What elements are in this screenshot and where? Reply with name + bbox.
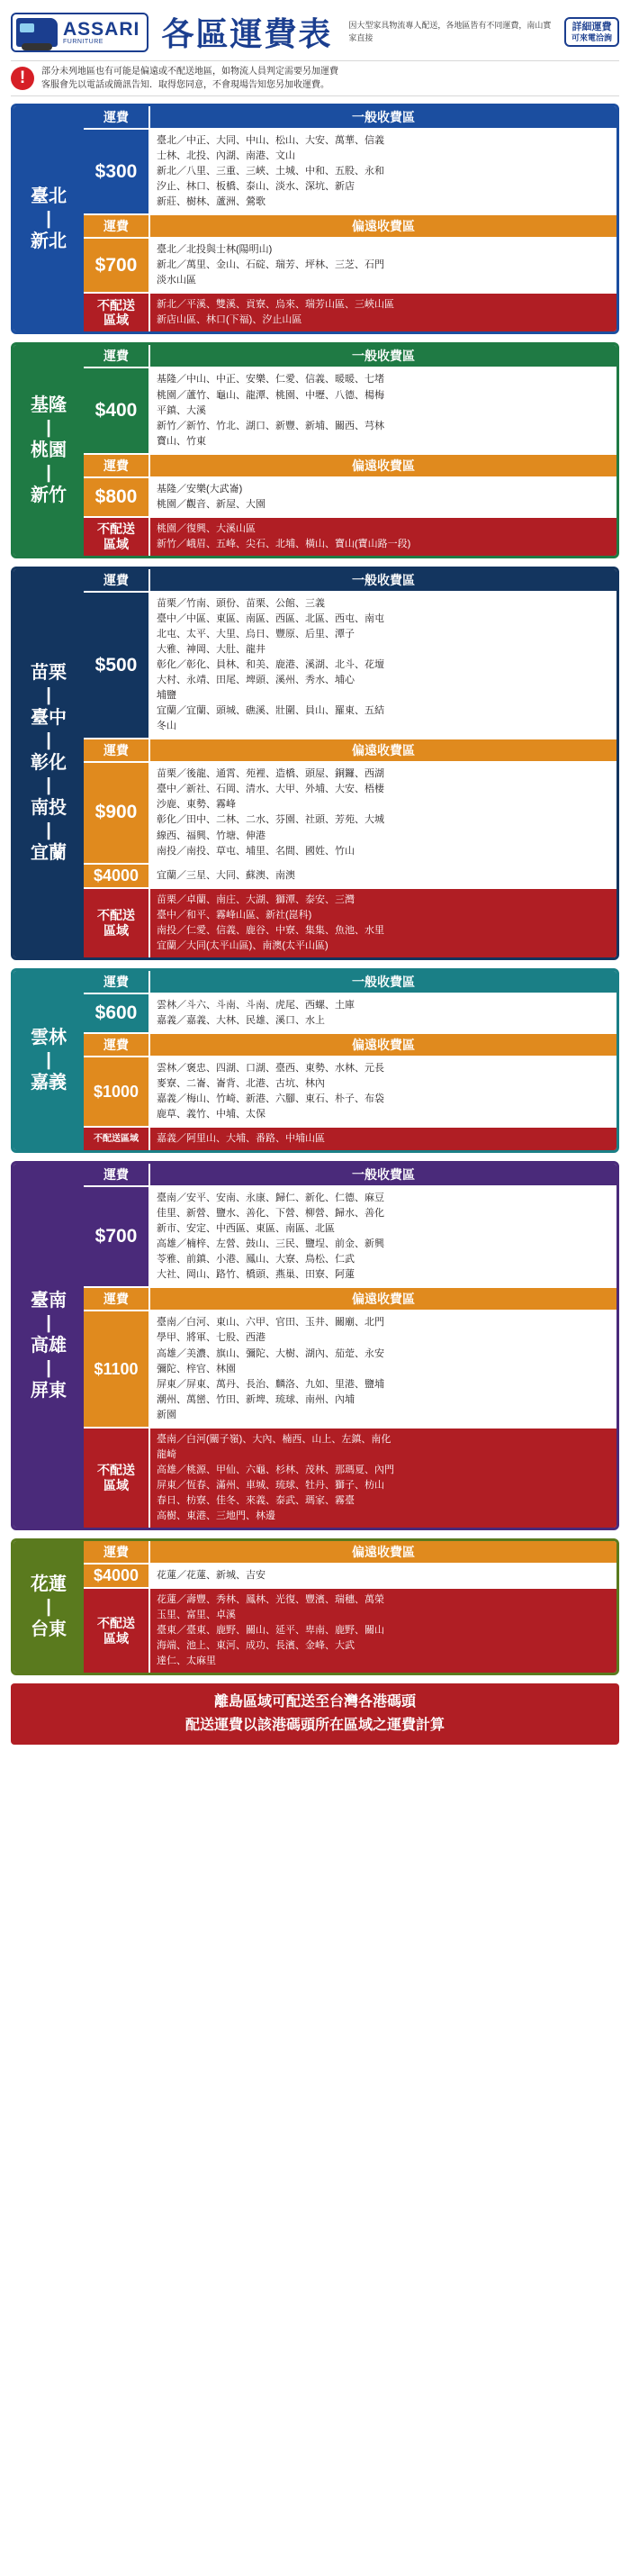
area-line: 臺東／臺東、鹿野、關山、延平、卑南、鹿野、關山 — [157, 1625, 384, 1637]
column-header-fee: 運費 — [84, 455, 150, 476]
remote-areas — [150, 1565, 616, 1587]
remote-fee-row — [84, 763, 616, 864]
page-title-note: 因大型家具物流專人配送，各地區皆有不同運費，南山實家直接 — [348, 21, 552, 42]
warning-line-1: 部分未列地區也有可能是偏遠或不配送地區，如物流人員判定需要另加運費 — [41, 67, 338, 77]
remote-areas — [150, 1057, 616, 1126]
fee-price: $4000 — [84, 865, 150, 887]
table-header-row — [84, 569, 616, 593]
area-line: 臺南／安平、安南、永康、歸仁、新化、仁德、麻豆 — [157, 1193, 384, 1204]
remote-areas — [150, 763, 616, 862]
no-delivery-areas — [150, 518, 616, 556]
table-header-row — [84, 345, 616, 368]
no-delivery-label — [84, 294, 150, 331]
area-line: 高雄／楠梓、左營、鼓山、三民、鹽埕、前金、新興 — [157, 1238, 384, 1250]
contact-badge[interactable] — [564, 17, 619, 48]
area-line: 苗栗／後龍、通霄、苑裡、造橋、頭屋、銅鑼、西湖 — [157, 768, 384, 780]
no-delivery-areas — [150, 1589, 616, 1673]
region-card — [11, 1161, 619, 1530]
area-line: 高雄／桃源、甲仙、六龜、杉林、茂林、那瑪夏、內門 — [157, 1464, 394, 1475]
brand-text — [63, 20, 140, 45]
area-line: 南投／南投、草屯、埔里、名間、國姓、竹山 — [157, 845, 355, 857]
region-name-line: 新北 — [31, 231, 67, 251]
delivery-truck-icon — [16, 18, 58, 47]
region-name — [14, 1541, 84, 1673]
column-header-fee: 運費 — [84, 739, 150, 761]
table-header-row — [84, 215, 616, 239]
area-line: 新北／八里、三重、三峽、土城、中和、五股、永和 — [157, 166, 384, 177]
column-header-zone: 一般收費區 — [150, 971, 616, 993]
area-line: 沙鹿、東勢、霧峰 — [157, 799, 236, 811]
no-delivery-label-line: 不配送區域 — [94, 1133, 139, 1144]
area-line: 宜蘭／大同(太平山區)、南澳(太平山區) — [157, 939, 328, 951]
region-name — [14, 345, 84, 555]
column-header-zone: 偏遠收費區 — [150, 1541, 616, 1563]
no-delivery-label-line: 不配送 — [97, 1615, 135, 1630]
region-name-line: 嘉義 — [31, 1072, 67, 1093]
no-delivery-label — [84, 518, 150, 556]
brand-logo — [11, 13, 148, 52]
column-header-zone: 偏遠收費區 — [150, 1034, 616, 1056]
area-line: 埔鹽 — [157, 690, 176, 702]
area-line: 平鎮、大溪 — [157, 404, 206, 416]
area-line: 潮州、萬巒、竹田、新埤、琉球、南州、內埔 — [157, 1393, 355, 1405]
no-delivery-areas — [150, 1128, 616, 1150]
region-name-line: | — [46, 820, 51, 840]
area-line: 大雅、神岡、大肚、龍井 — [157, 644, 266, 656]
region-body — [84, 1541, 616, 1673]
area-line: 新莊、樹林、蘆洲、鶯歌 — [157, 196, 266, 208]
area-line: 基隆／中山、中正、安樂、仁愛、信義、暖暖、七堵 — [157, 374, 384, 385]
region-name — [14, 1164, 84, 1528]
remote-areas — [150, 1311, 616, 1426]
region-name-line: | — [46, 685, 51, 705]
column-header-fee: 運費 — [84, 1164, 150, 1185]
column-header-zone: 一般收費區 — [150, 569, 616, 591]
table-header-row — [84, 106, 616, 130]
table-header-row — [84, 739, 616, 763]
area-line: 新店山區、林口(下福)、汐止山區 — [157, 314, 302, 326]
column-header-fee: 運費 — [84, 971, 150, 993]
region-name-line: 臺南 — [31, 1290, 67, 1311]
region-name-line: 新竹 — [31, 485, 67, 505]
footer-line-1: 離島區域可配送至台灣各港碼頭 — [213, 1694, 416, 1710]
region-name-line: 高雄 — [31, 1335, 67, 1356]
area-line: 臺北／北投與士林(陽明山) — [157, 244, 273, 256]
area-line: 雲林／斗六、斗南、斗南、虎尾、西螺、土庫 — [157, 999, 355, 1011]
page-header — [0, 0, 630, 59]
area-line: 麥寮、二崙、崙背、北港、古坑、林內 — [157, 1077, 325, 1089]
general-fee-row — [84, 994, 616, 1034]
area-line: 嘉義／嘉義、大林、民雄、溪口、水上 — [157, 1014, 325, 1026]
area-line: 新園 — [157, 1409, 176, 1420]
fee-price: $300 — [84, 130, 150, 213]
column-header-zone: 偏遠收費區 — [150, 215, 616, 237]
region-name — [14, 106, 84, 331]
area-line: 苗栗／卓蘭、南庄、大湖、獅潭、泰安、三灣 — [157, 893, 355, 905]
region-name-line: | — [46, 417, 51, 438]
column-header-zone: 一般收費區 — [150, 106, 616, 128]
area-line: 嘉義／阿里山、大埔、番路、中埔山區 — [157, 1133, 325, 1145]
area-line: 佳里、新營、鹽水、善化、下營、柳營、歸水、善化 — [157, 1208, 384, 1220]
fee-price: $1000 — [84, 1057, 150, 1126]
area-line: 玉里、富里、卓溪 — [157, 1610, 236, 1621]
column-header-fee: 運費 — [84, 215, 150, 237]
area-line: 大村、永靖、田尾、埤頭、溪州、秀水、埔心 — [157, 675, 355, 686]
area-line: 北屯、太平、大里、烏日、豐原、后里、潭子 — [157, 628, 355, 639]
column-header-fee: 運費 — [84, 1034, 150, 1056]
region-card — [11, 567, 619, 960]
general-fee-row — [84, 593, 616, 739]
area-line: 臺中／新社、石岡、清水、大甲、外埔、大安、梧棲 — [157, 784, 384, 795]
no-delivery-row — [84, 518, 616, 556]
no-delivery-label-line: 區域 — [104, 536, 129, 551]
column-header-fee: 運費 — [84, 569, 150, 591]
area-line: 新北／平溪、雙溪、貢寮、烏來、瑞芳山區、三峽山區 — [157, 299, 394, 311]
remote-fee-row — [84, 478, 616, 518]
general-areas — [150, 593, 616, 738]
remote-fee-row — [84, 239, 616, 294]
region-body — [84, 106, 616, 331]
area-line: 彌陀、梓官、林園 — [157, 1363, 236, 1374]
region-name-line: | — [46, 462, 51, 483]
fee-price: $900 — [84, 763, 150, 862]
column-header-fee: 運費 — [84, 345, 150, 367]
region-name-line: 臺中 — [31, 707, 67, 728]
no-delivery-row — [84, 1128, 616, 1150]
exclamation-icon: ! — [11, 67, 34, 90]
area-line: 桃園／蘆竹、龜山、龍潭、桃園、中壢、八德、楊梅 — [157, 389, 384, 401]
area-line: 學甲、將軍、七股、西港 — [157, 1332, 266, 1344]
area-line: 臺中／和平、霧峰山區、新社(崑科) — [157, 909, 312, 921]
page-title: 各區運費表 — [161, 15, 333, 52]
area-line: 基隆／安樂(大武崙) — [157, 483, 243, 494]
table-header-row — [84, 1034, 616, 1057]
no-delivery-row — [84, 889, 616, 957]
general-fee-row — [84, 130, 616, 215]
region-name — [14, 971, 84, 1150]
no-delivery-label-line: 區域 — [104, 922, 129, 938]
region-name-line: 台東 — [31, 1619, 67, 1639]
general-fee-row — [84, 1187, 616, 1288]
region-name-line: 宜蘭 — [31, 842, 67, 863]
table-header-row — [84, 1288, 616, 1311]
remote-areas — [150, 478, 616, 516]
area-line: 苗栗／竹南、頭份、苗栗、公館、三義 — [157, 597, 325, 609]
region-name-line: 彰化 — [31, 752, 67, 773]
region-name-line: | — [46, 1596, 51, 1617]
remote-fee-row — [84, 1311, 616, 1428]
no-delivery-label — [84, 1128, 150, 1150]
area-line: 嘉義／梅山、竹崎、新港、六腳、東石、朴子、布袋 — [157, 1093, 384, 1105]
area-line: 臺中／中區、東區、南區、西區、北區、西屯、南屯 — [157, 612, 384, 624]
column-header-fee: 運費 — [84, 1541, 150, 1563]
region-body — [84, 971, 616, 1150]
no-delivery-row — [84, 294, 616, 331]
region-name-line: | — [46, 1312, 51, 1333]
area-line: 線西、福興、竹塘、伸港 — [157, 830, 266, 841]
area-line: 鹿草、義竹、中埔、太保 — [157, 1109, 266, 1120]
no-delivery-label — [84, 1429, 150, 1528]
no-delivery-row — [84, 1429, 616, 1528]
contact-badge-line1: 詳細運費 — [572, 21, 612, 32]
region-name-line: 苗栗 — [31, 662, 67, 683]
no-delivery-label-line: 區域 — [104, 1630, 129, 1646]
region-body — [84, 345, 616, 555]
remote-fee-row — [84, 1057, 616, 1128]
fee-price: $500 — [84, 593, 150, 738]
column-header-fee: 運費 — [84, 1288, 150, 1310]
area-line: 桃園／觀音、新屋、大園 — [157, 498, 266, 510]
area-line: 淡水山區 — [157, 275, 196, 286]
area-line: 臺南／白河(關子嶺)、大內、楠西、山上、左鎮、南化 — [157, 1433, 392, 1445]
warning-text — [41, 65, 338, 92]
area-line: 彰化／田中、二林、二水、芬園、社頭、芳苑、大城 — [157, 814, 384, 826]
fee-price: $600 — [84, 994, 150, 1032]
general-fee-row — [84, 368, 616, 454]
region-card — [11, 104, 619, 334]
area-line: 桃園／復興、大溪山區 — [157, 522, 256, 534]
area-line: 冬山 — [157, 721, 176, 732]
region-name-line: 花蓮 — [31, 1574, 67, 1594]
region-name — [14, 569, 84, 957]
no-delivery-row — [84, 1589, 616, 1673]
region-body — [84, 569, 616, 957]
fee-price: $400 — [84, 368, 150, 452]
region-name-line: | — [46, 775, 51, 795]
no-delivery-label — [84, 889, 150, 957]
area-line: 新竹／新竹、竹北、湖口、新豐、新埔、關西、芎林 — [157, 420, 384, 431]
column-header-zone: 偏遠收費區 — [150, 1288, 616, 1310]
column-header-zone: 一般收費區 — [150, 345, 616, 367]
area-line: 花蓮／花蓮、新城、吉安 — [157, 1570, 266, 1582]
general-areas — [150, 130, 616, 213]
no-delivery-label-line: 區域 — [104, 313, 129, 328]
table-header-row — [84, 971, 616, 994]
no-delivery-label-line: 不配送 — [97, 297, 135, 313]
remote-fee-row — [84, 865, 616, 889]
region-name-line: 桃園 — [31, 440, 67, 460]
general-areas — [150, 368, 616, 452]
area-line: 屏東／屏東、萬丹、長治、麟洛、九如、里港、鹽埔 — [157, 1378, 384, 1390]
area-line: 春日、枋寮、佳冬、來義、泰武、瑪家、霧臺 — [157, 1494, 355, 1506]
area-line: 苓雅、前鎮、小港、鳳山、大寮、鳥松、仁武 — [157, 1254, 355, 1265]
fee-price: $700 — [84, 1187, 150, 1286]
region-name-line: 屏東 — [31, 1380, 67, 1401]
no-delivery-areas — [150, 1429, 616, 1528]
region-name-line: 基隆 — [31, 395, 67, 415]
region-name-line: 雲林 — [31, 1027, 67, 1048]
area-line: 雲林／褒忠、四湖、口湖、臺西、東勢、水林、元長 — [157, 1062, 384, 1074]
general-areas — [150, 1187, 616, 1286]
column-header-zone: 偏遠收費區 — [150, 739, 616, 761]
no-delivery-label-line: 不配送 — [97, 1463, 135, 1478]
area-line: 新市、安定、中西區、東區、南區、北區 — [157, 1223, 335, 1235]
no-delivery-label-line: 區域 — [104, 1477, 129, 1492]
area-line: 新北／萬里、金山、石碇、瑞芳、坪林、三芝、石門 — [157, 259, 384, 271]
area-line: 宜蘭／宜蘭、頭城、礁溪、壯圍、員山、羅東、五結 — [157, 705, 384, 717]
general-areas — [150, 994, 616, 1032]
warning-banner — [11, 60, 619, 96]
region-name-line: 臺北 — [31, 186, 67, 206]
area-line: 新竹／峨眉、五峰、尖石、北埔、橫山、寶山(寶山路一段) — [157, 538, 411, 549]
fee-price: $4000 — [84, 1565, 150, 1587]
area-line: 高雄／美濃、旗山、彌陀、大樹、湖內、茄萣、永安 — [157, 1347, 384, 1359]
remote-areas — [150, 865, 616, 887]
footer-note — [11, 1683, 619, 1744]
no-delivery-label-line: 不配送 — [97, 522, 135, 537]
contact-badge-line2: 可來電洽詢 — [571, 32, 612, 42]
area-line: 士林、北投、內湖、南港、文山 — [157, 150, 295, 162]
no-delivery-areas — [150, 889, 616, 957]
area-line: 臺北／中正、大同、中山、松山、大安、萬華、信義 — [157, 135, 384, 146]
area-line: 花蓮／壽豐、秀林、鳳林、光復、豐濱、瑞穗、萬榮 — [157, 1594, 384, 1606]
area-line: 龍崎 — [157, 1448, 176, 1460]
region-card — [11, 968, 619, 1153]
remote-areas — [150, 239, 616, 292]
region-name-line: 南投 — [31, 797, 67, 818]
table-header-row — [84, 1164, 616, 1187]
region-card — [11, 342, 619, 558]
remote-fee-row — [84, 1565, 616, 1589]
area-line: 高樹、東港、三地門、林邊 — [157, 1510, 275, 1521]
region-name-line: | — [46, 1049, 51, 1070]
area-line: 汐止、林口、板橋、泰山、淡水、深坑、新店 — [157, 181, 355, 193]
region-name-line: | — [46, 730, 51, 750]
region-list — [0, 104, 630, 1675]
column-header-zone: 偏遠收費區 — [150, 455, 616, 476]
brand-subtitle: FURNITURE — [63, 38, 104, 45]
area-line: 臺南／白河、東山、六甲、官田、玉井、關廟、北門 — [157, 1317, 384, 1329]
brand-name: ASSARI — [63, 18, 140, 40]
area-line: 海端、池上、東河、成功、長濱、金峰、大武 — [157, 1640, 355, 1652]
table-header-row — [84, 455, 616, 478]
region-name-line: | — [46, 208, 51, 229]
footer-line-2: 配送運費以該港碼頭所在區域之運費計算 — [184, 1717, 445, 1733]
region-card — [11, 1538, 619, 1675]
area-line: 南投／仁愛、信義、鹿谷、中寮、集集、魚池、水里 — [157, 924, 384, 936]
no-delivery-areas — [150, 294, 616, 331]
area-line: 大社、岡山、路竹、橋頭、燕巢、田寮、阿蓮 — [157, 1269, 355, 1281]
warning-line-2: 客服會先以電話或簡訊告知．取得您同意，不會現場告知您另加收運費。 — [41, 80, 329, 90]
region-name-line: | — [46, 1357, 51, 1378]
fee-price: $800 — [84, 478, 150, 516]
fee-price: $1100 — [84, 1311, 150, 1426]
table-header-row — [84, 1541, 616, 1565]
area-line: 宜蘭／三星、大同、蘇澳、南澳 — [157, 869, 295, 881]
region-body — [84, 1164, 616, 1528]
no-delivery-label-line: 不配送 — [97, 907, 135, 922]
area-line: 屏東／恆春、滿州、車城、琉球、牡丹、獅子、枋山 — [157, 1479, 384, 1491]
column-header-fee: 運費 — [84, 106, 150, 128]
area-line: 彰化／彰化、員林、和美、鹿港、溪湖、北斗、花壇 — [157, 659, 384, 671]
fee-price: $700 — [84, 239, 150, 292]
area-line: 達仁、太麻里 — [157, 1655, 216, 1667]
area-line: 寶山、竹東 — [157, 435, 206, 447]
no-delivery-label — [84, 1589, 150, 1673]
column-header-zone: 一般收費區 — [150, 1164, 616, 1185]
